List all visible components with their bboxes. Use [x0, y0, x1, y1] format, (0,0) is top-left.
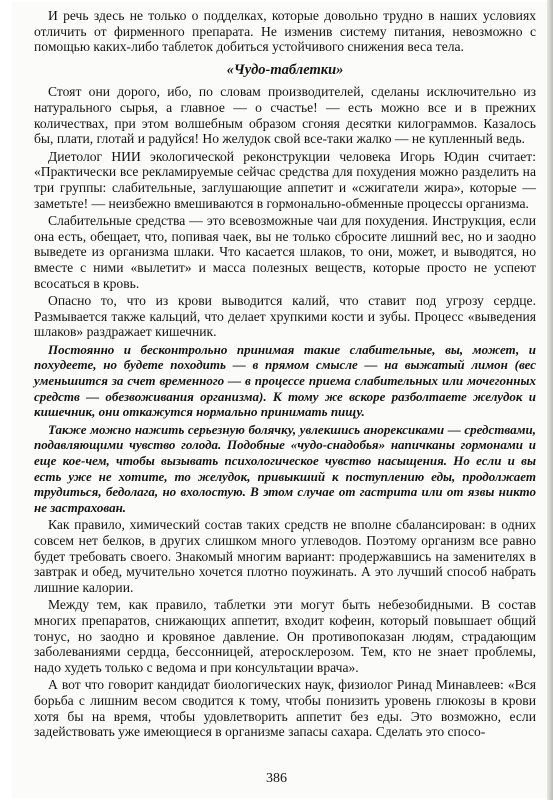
- paragraph: Между тем, как правило, таблетки эти могут быть небезобидными. В состав многих препаратов, снижающих аппетит, входит кофеин, который повышает общий тонус, но заодно и кровяное давление. Он противопоказан людям, страдающим заболеваниями сердца, бессонницей, атеросклерозом. Тем, кто не знает проблемы, надо худеть только с ведома и при консультации врача».: [34, 597, 536, 675]
- paragraph: Опасно то, что из крови выводится калий, что ставит под угрозу сердце. Размывается также кальций, что делает хрупкими кости и зубы. Процесс «выведения шлаков» раздражает кишечник.: [34, 293, 536, 340]
- paragraph: И речь здесь не только о подделках, которые довольно трудно в наших условиях отличить от фирменного препарата. Не изменив систему питания, невозможно с помощью каких-либо таблеток добиться устойчивого снижения веса тела.: [34, 8, 536, 55]
- italic-paragraph: Постоянно и бесконтрольно принимая такие слабительные, вы, может, и похудеете, но будете походить — в прямом смысле — на выжатый лимон (вес уменьшится за счет временного — в процессе приема слабительных или мочегонных средств — обезвоживания организма). К тому же вскоре разболтаете желудок и кишечник, они откажутся нормально принимать пищу.: [34, 341, 536, 420]
- book-page: [12, 2, 550, 798]
- page-number: 386: [266, 771, 287, 786]
- page-edge-shadow: [547, 0, 553, 800]
- italic-paragraph: Также можно нажить серьезную болячку, увлекшись анорексиками — средствами, подавляющими чувство голода. Подобные «чудо-снадобья» напичканы гормонами и еще кое-чем, чтобы вызывать психологическое чувство насыщения. Но если и вы есть уже не хотите, то желудок, привыкший к поступлению еды, продолжает трудиться, бедолага, но вхолостую. В этом случае от гастрита или от язвы никто не застрахован.: [34, 421, 536, 515]
- paragraph: А вот что говорит кандидат биологических наук, физиолог Ринад Минавлеев: «Вся борьба с лишним весом сводится к тому, чтобы понизить уровень глюкозы в крови хотя бы на время, чтобы удовлетворить аппетит без еды. Это возможно, если задействовать уже имеющиеся в организме запасы сахара. Сделать это спосо-: [34, 677, 536, 740]
- section-heading: «Чудо-таблетки»: [226, 61, 344, 78]
- paragraph: Диетолог НИИ экологической реконструкции человека Игорь Юдин считает: «Практически все рекламируемые сейчас средства для похудения можно разделить на три группы: слабительные, заглушающие аппетит и «сжигатели жира», которые — заметьте! — неизбежно вмешиваются в гормонально-обменные процессы организма.: [34, 148, 536, 211]
- page-text: [34, 8, 536, 740]
- paragraph: Стоят они дорого, ибо, по словам производителей, сделаны исключительно из натурального сырья, а главное — о счастье! — есть можно все и в прежних количествах, при этом волшебным образом сгоняя десятки килограммов. Казалось бы, плати, глотай и радуйся! Но желудок свой все-таки жалко — не купленный ведь.: [34, 84, 536, 147]
- paragraph: Слабительные средства — это всевозможные чаи для похудения. Инструкция, если она есть, обещает, что, попивая чаек, вы не только сбросите лишний вес, но и заодно выведете из организма шлаки. Что касается шлаков, то они, может, и выводятся, но вместе с ними «вылетит» и масса полезных веществ, которые просто не успеют всосаться в кровь.: [34, 213, 536, 291]
- paragraph: Как правило, химический состав таких средств не вполне сбалансирован: в одних совсем нет белков, в других слишком много углеводов. Поэтому организм все равно будет требовать своего. Знакомый многим вариант: продержавшись на заменителях в завтрак и обед, мучительно хочется плотно поужинать. А это лучший способ набрать лишние калории.: [34, 517, 536, 595]
